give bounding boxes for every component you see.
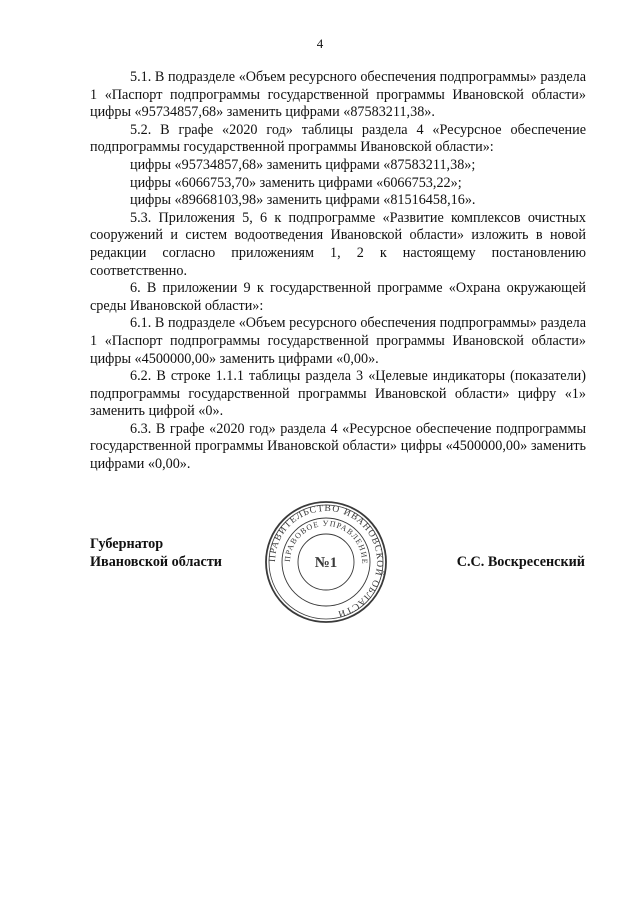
seal-outer-text: ПРАВИТЕЛЬСТВО ИВАНОВСКОЙ ОБЛАСТИ [267,503,385,619]
paragraph-5-3: 5.3. Приложения 5, 6 к подпрограмме «Развитие комплексов очистных сооружений и систем водоотведения Ивановской области» изложить в новой редакции согласно приложениям 1, 2 к настоящему постановлению соответственно. [90,209,586,279]
seal-center-text: №1 [314,555,338,571]
seal-inner-text: ПРАВОВОЕ УПРАВЛЕНИЕ [282,518,370,565]
paragraph-5-1: 5.1. В подразделе «Объем ресурсного обеспечения подпрограммы» раздела 1 «Паспорт подпрограммы государственной программы Ивановской области» цифры «95734857,68» заменить цифрами «87583211,38». [90,69,586,121]
signatory-title-line-2: Ивановской области [90,554,222,570]
signatory-title [90,535,222,571]
official-seal-icon [264,500,388,624]
signatory-title-line-1: Губернатор [90,536,164,552]
paragraph-6-3: 6.3. В графе «2020 год» раздела 4 «Ресурсное обеспечение подпрограммы государственной программы Ивановской области» цифры «4500000,00» заменить цифрами «0,00». [90,420,586,473]
document-body [90,69,586,474]
paragraph-6-2: 6.2. В строке 1.1.1 таблицы раздела 3 «Целевые индикаторы (показатели) подпрограммы государственной программы Ивановской области» цифру «1» заменить цифрой «0». [90,368,586,420]
paragraph-6: 6. В приложении 9 к государственной программе «Охрана окружающей среды Ивановской области»: [90,280,586,314]
page-number: 4 [316,36,324,51]
paragraph-5-2-item-2: цифры «6066753,70» заменить цифрами «6066753,22»; [130,174,462,191]
paragraph-6-1: 6.1. В подразделе «Объем ресурсного обеспечения подпрограммы» раздела 1 «Паспорт подпрограммы государственной программы Ивановской области» цифры «4500000,00» заменить цифрами «0,00». [90,315,586,367]
paragraph-5-2-item-1: цифры «95734857,68» заменить цифрами «87583211,38»; [130,156,476,173]
paragraph-5-2-item-3: цифры «89668103,98» заменить цифрами «81516458,16». [130,192,476,209]
paragraph-5-2: 5.2. В графе «2020 год» таблицы раздела 4 «Ресурсное обеспечение подпрограммы государственной программы Ивановской области»: [90,121,586,156]
signatory-name: С.С. Воскресенский [456,554,585,570]
